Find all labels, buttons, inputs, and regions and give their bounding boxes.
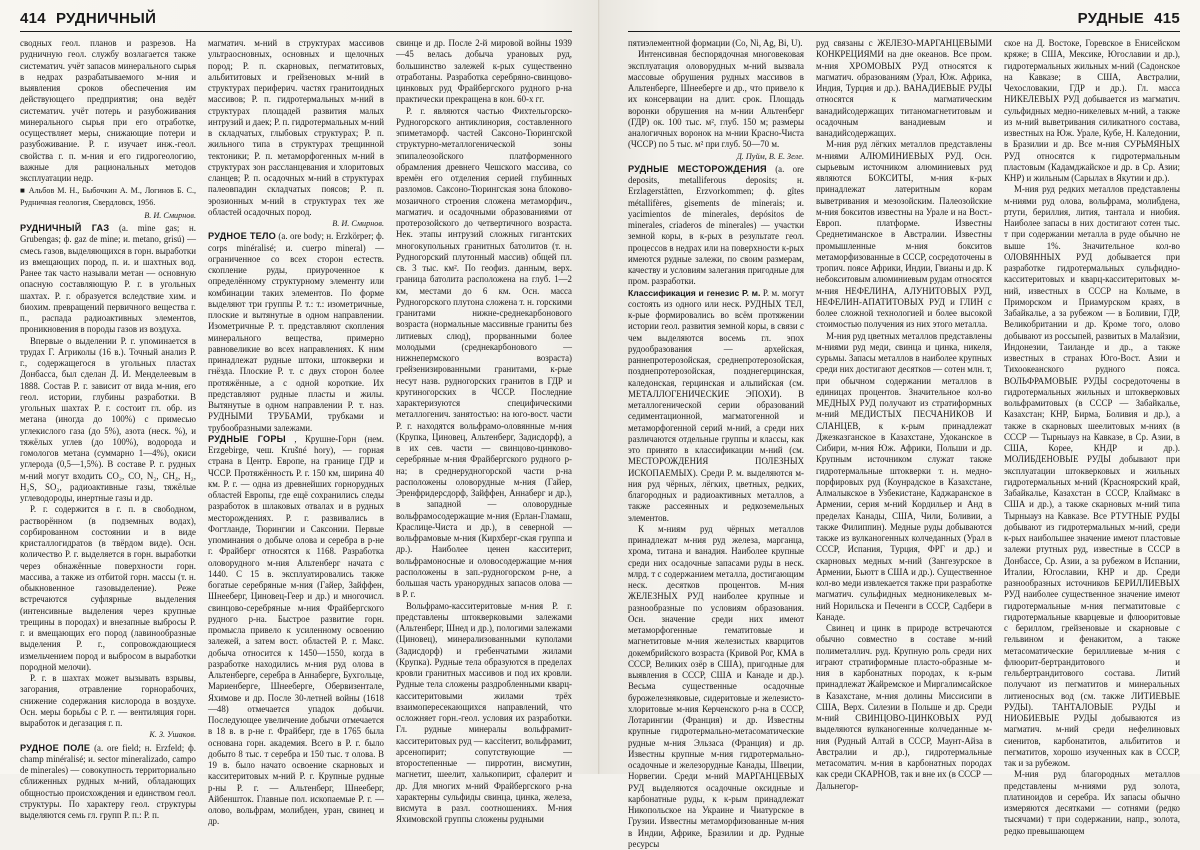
body-paragraph xyxy=(396,106,572,601)
right-columns xyxy=(628,38,1180,768)
entry-paragraph xyxy=(20,223,196,336)
body-paragraph xyxy=(816,623,992,792)
paragraph-text: (a. ore body; н. Erzkörper; ф. corps minéralisé; и. cuerpo mineral) — ограниченное со всех сторон естеств. скопление руды, приуроченное к определённому структурному элементу или комбинации таких элементов. По форме выделяют три группы Р. т.: т.: изометричные, плоские и вытянутые в одном направлении. Изометричные Р. т. представляют скопления минерального вещества, примерно равновеликие во всех направлениях. К ним принадлежат рудные штоки, штокверки и гнёзда. Плоские Р. т. с двух сторон более протяжённые, а с одной короткие. Их представляют рудные пласты и жилы. Вытянутые в одном направлении Р. т. наз. РУДНЫМИ ТРУБАМИ, трубками и трубообразными залежами. xyxy=(208,231,384,432)
entry-headword: РУДНОЕ ПОЛЕ xyxy=(20,743,90,753)
running-head-title: РУДНИЧНЫЙ xyxy=(56,10,156,27)
paragraph-text: магматич. м-ний в структурах массивов ультраосновных, основных и щелочных пород; Р. п. скарновых, пегматитовых, альбититовых и грейзеновых м-ний в структурах периферич. частях гранитоидных массивов; Р. п. гидротермальных м-ний в структурах площадей развития малых интрузий и даек; Р. п. гидротермальных м-ний в складчатых, глыбовых структурах; Р. п. жильного типа в структурах трещинной тектоники; Р. п. метаморфогенных м-ний в структурах зон рассланцевания и хлоритовых сланцев; Р. п. осадочных м-ний в структурах палеовпадин складчатых поясов; Р. п. эрозионных м-ний в структурах тех же областей осадочных пород. xyxy=(208,38,384,217)
paragraph-text: (a. ore deposits, metalliferous deposits; н. Erzlagerstätten, Erzvorkommen; ф. gîtes métallifères, gisements de minerais; и. yacimientos de minerales, depósitos de minerales, criaderos de minerales) — участки земной коры, в к-рых в результате геол. процессов в недрах или на поверхности к-рых имеются рудные залежи, по своим размерам, качеству и условиям залегания пригодные для пром. разработки. xyxy=(628,164,804,287)
body-paragraph xyxy=(628,49,804,150)
running-head-title: РУДНЫЕ xyxy=(1078,10,1144,27)
paragraph-text: Интенсивная беспорядочная многовековая эксплуатация оловорудных м-ний вызвала массовые обрушения рудных массивов в Альтенберге, Шнееберге и др., что привело к их консервации на длит. срок. Площадь воронки обрушения на м-нии Альтенберг (ГДР) ок. 100 тыс. м², глуб. 150 м; размеры аналогичных воронок на м-нии Красно-Чиста (ЧССР) по 5 тыс. м² при глуб. 50—70 м. xyxy=(628,49,804,149)
body-paragraph xyxy=(1004,38,1180,184)
paragraph-text: М-ния руд лёгких металлов представлены м-ниями АЛЮМИНИЕВЫХ РУД. Осн. сырьевым источником алюминиевых руд являются БОКСИТЫ, м-ния к-рых принадлежат латеритным корам выветривания и мезозойским. Палеозойские м-ния бокситов известны на Урале и на Вост.-Европ. платформе. Известны Среднетиманское в Австралии. Известны промышленные м-ния бокситов метаморфизованные в СССР, сосредоточены в тропич. поясе Африки, Индии, Гвианы и др. К небокситовым алюминиевым рудам относятся м-ния НЕФЕЛИНА, АЛУНИТОВЫХ РУД, НЕФЕЛИН-АПАТИТОВЫХ РУД и ГЛИН с более сложной технологией и более высокой стоимостью получения из них этого металла. xyxy=(816,139,992,329)
right-page xyxy=(600,0,1200,774)
body-paragraph xyxy=(208,38,384,218)
paragraph-text: М-ния руд цветных металлов представлены м-ниями руд меди, свинца и цинка, никеля, сурьмы. Запасы металлов в наиболее крупных среди них достигают десятков — сотен млн. т, при обычном содержании металлов в единицах процентов. Значительное кол-во МЕДНЫХ РУД получают из стратиформных м-ний МЕДИСТЫХ ПЕСЧАНИКОВ И СЛАНЦЕВ, к к-рым принадлежат Джезказганское в Казахстане, Удоканское в Сибири, м-ния Юж. Африки, Польши и др. Крупным источником служат также гидротермальные штокверки т. н. медно-порфировых руд (Коунрадское в Казахстане, Алмалыкское в Узбекистане, Каджаранское в Армении, серия м-ний Кордильер и Анд в пределах Канады, США, Чили, Боливии, а также Филиппин). Медные руды добываются также из вулканогенных колчеданных (Урал в СССР, Испания, Турция, ФРГ и др.) и скарновых медных м-ний (Зангезурское в Армении, Бьютт в США и др.). Существенное кол-во меди извлекается также при разработке магматич. сульфидных медноникелевых м-ний Норильска и Печенги в СССР, Садбери в Канаде. xyxy=(816,331,992,622)
paragraph-text: (a. mine gas; н. Grubengas; ф. gaz de mine; и. metano, grisú) — смесь газов, выделяющихся в горн. выработки из вмещающих пород, п. и. и шахтных вод. Ранее так часто называли метан — основную опасную составляющую Р. г. в угольных шахтах. Р. г. образуется вследствие хим. и биохим. превращений первичного вещества г. п., распада радиоактивных элементов, проникновения в породы газов из воздуха. xyxy=(20,223,196,334)
paragraph-text: М-ния руд редких металлов представлены м-ниями руд олова, вольфрама, молибдена, ртути, бериллия, лития, тантала и ниобия. Наиболее запасы в них достигают сотен тыс. т при содержании металла в руде обычно не выше 1%. Значительное кол-во ОЛОВЯННЫХ РУД добывается при разработке гидротермальных сульфидно-касситеритовых и кварц-касситеритовых м-ний, известных в СССР на Колыме, в Приморском и Приамурском краях, в Забайкалье, а за рубежом — в Боливии, ГДР, Великобритании и др. Кроме того, олово добывают из россыпей, развитых в Малайзии, Индонезии, Таиланде и др., а также известных в странах Юго-Вост. Азии и Тихоокеанского рудного пояса. ВОЛЬФРАМОВЫЕ РУДЫ сосредоточены в гидротермальных жильных и штокверковых вольфрамитовых (в СССР — Забайкалье, Казахстан; КНР, Бирма, Боливия и др.), а также в скарновых шеелитовых м-ниях (в СССР — Тырныауз на Кавказе, в Ср. Азии, в США, Корее, КНДР и др.). МОЛИБДЕНОВЫЕ РУДЫ добывают при эксплуатации штокверковых и жильных гидротермальных м-ний (Красноярский край, Забайкалье, Казахстан в СССР, Клаймакс в США и др.), а также скарновых м-ний типа Тырныауз на Кавказе. Все РТУТНЫЕ РУДЫ добывают из гидротермальных м-ний, среди к-рых наибольшее значение имеют пластовые залежи ртутных руд, известные в СССР в Донбассе, Ср. Азии, а за рубежом в Испании, Италии, Югославии, КНР и др. Среди разнообразных источников БЕРИЛЛИЕВЫХ РУД наиболее существенное значение имеют гидротермальные м-ния пегматитовые с гидротермальные кварцевые и флюоритовые с бериллом, грейзеновые и скарновые с гельвином и фенакитом, а также метасоматические бериллиевые м-ния с флюорит-бертрандитового и гельбертрандитового состава. Литий получают из пегматитов и минеральных литиеносных вод (см. также ЛИТИЕВЫЕ РУДЫ). ТАНТАЛОВЫЕ РУДЫ и НИОБИЕВЫЕ РУДЫ добываются из магматич. м-ний среди нефелиновых сиенитов, карбонатитов, альбититов и пегматитов, хорошо изученных как в СССР, так и за рубежом. xyxy=(1004,184,1180,768)
body-paragraph xyxy=(20,336,196,505)
body-paragraph xyxy=(628,38,804,49)
body-paragraph xyxy=(396,38,572,106)
paragraph-text: руд связаны с ЖЕЛЕЗО-МАРГАНЦЕВЫМИ КОНКРЕЦИЯМИ на дне океанов. Все пром. м-ния ХРОМОВЫХ РУД относятся к магматич. образованиям (Урал, Юж. Африка, Индия, Турция и др.). ВАНАДИЕВЫЕ РУДЫ относятся к магматическим ванадийсодержащих титаномагнетитовым и осадочным ванадиевым и ванадийсодержащих. xyxy=(816,38,992,138)
entry-paragraph xyxy=(208,434,384,828)
text-column xyxy=(208,38,384,768)
author-signature: Д. Пуйм, В. Е. Зеле. xyxy=(628,151,804,162)
author-signature: В. И. Смирнов. xyxy=(20,210,196,221)
body-paragraph xyxy=(1004,184,1180,769)
page-number: 414 xyxy=(20,10,46,27)
body-paragraph xyxy=(816,139,992,330)
body-paragraph xyxy=(20,504,196,673)
entry-paragraph xyxy=(628,164,804,288)
body-paragraph xyxy=(816,38,992,139)
body-paragraph xyxy=(20,38,196,184)
body-paragraph xyxy=(628,288,804,524)
body-paragraph xyxy=(628,524,804,850)
entry-headword: РУДНИЧНЫЙ ГАЗ xyxy=(20,223,109,233)
text-column xyxy=(1004,38,1180,768)
entry-paragraph xyxy=(208,231,384,434)
paragraph-text: ское на Д. Востоке, Горевское в Енисейском кряже; в США, Мексике, Югославии и др.), гидротермальных жильных м-ний (Садонское на Кавказе; в США, Австралии, Чехословакии, ГДР и др.). Гл. масса НИКЕЛЕВЫХ РУД добывается из магматич. сульфидных медно-никелевых м-ний, а также из м-ний выветривания силикатного состава, известных на Юж. Урале, Кубе, Н. Каледонии, в Бразилии и др. Все м-ния СУРЬМЯНЫХ РУД относятся к гидротермальным пластовым (Кадамджайское и др. в Ср. Азии; КНР) и жильным (Сарылах в Якутии и др.). xyxy=(1004,38,1180,183)
right-running-head xyxy=(628,10,1180,32)
author-signature: В. И. Смирнов. xyxy=(208,218,384,229)
paragraph-text: Свинец и цинк в природе встречаются обычно совместно в составе м-ний полиметаллич. руд. Крупную роль среди них играют стратиформные пласто-образные м-ния в карбонатных породах, к к-рым принадлежат Жайремское и Миргалимсайское в Казахстане, м-ния долины Миссисипи в США, Верх. Силезии в Польше и др. Среди м-ний СВИНЦОВО-ЦИНКОВЫХ РУД выделяются вулканогенные колчеданные м-ния (Рудный Алтай в СССР, Маунт-Айза в Австралии и др.), гидротермальные метасоматич. м-ния в карбонатных породах как среди СКАРНОВ, так и вне их (в СССР — Дальнегор- xyxy=(816,623,992,791)
paragraph-text: пятиэлементной формации (Co, Ni, Ag, Bi, U). xyxy=(628,38,803,48)
paragraph-text: К м-ниям руд чёрных металлов принадлежат м-ния руд железа, марганца, хрома, титана и ванадия. Наиболее крупные среди них осадочные запасами руды в неск. млрд. т с содержанием металла, достигающим неск. десятков процентов. М-ния ЖЕЛЕЗНЫХ РУД наиболее крупные и разнообразные по условиям образования. Осн. значение среди них имеют метаморфогенные гематитовые и магнетитовые м-ния железистых кварцитов докембрийского возраста (Кривой Рог, КМА в СССР, Великих озёр в США), пригодные для выявления в СССР, США и Канаде и др.). Весьма существенные осадочные бурожелезняковые, сидеритовые и железисто-хлоритовые м-ния Керченского р-на в СССР, Лотарингии (Франция) и др. Известны крупные гидротермально-метасоматические рудные м-ния Эльзаса (Франция) и др. Известны крупные м-ния гидротермально-осадочные и железорудные Канады, Швеции, Норвегии. Среди м-ний МАРГАНЦЕВЫХ РУД выделяются осадочные оксидные и карбонатные руды, к к-рым принадлежат Никопольское на Украине и Чиатурское в Грузии. Известны метаморфизованные м-ния в Индии, Африке, Бразилии и др. Рудные ресурсы xyxy=(628,524,804,849)
paragraph-text: Вольфрамо-касситеритовые м-ния Р. г. представлены штокверковыми залежами (Альтенберг, Шнед и др.), пологими залежами (Циновец), минерализованными куполами (Задисдорф) и гребенчатыми жилами (Крупка). Рудные тела образуются в пределах кровли гранитных массивов и под их кровли. Рудные тела сложены раздробленными кварц-касситеритовыми жилами трёх взаимопересекающихся направлений, что осложняет горн.-геол. условия их разработки. Гл. рудные минералы вольфрамит-касситеритовых руд — кассiterит, вольфрамит, арсенопирит; сопутствующие — второстепенные — пирротин, висмутин, магнетит, шеелит, халькопирит, сфалерит и др. Для многих м-ний Фрайбергского р-на характерны сульфиды свинца, цинка, железа, висмута в разл. соотношениях. М-ния Яхимовской группы сложены рудными xyxy=(396,601,572,825)
body-paragraph xyxy=(20,673,196,729)
entry-headword: РУДНЫЕ ГОРЫ xyxy=(208,434,286,444)
paragraph-text: Р. г. содержится в г. п. в свободном, растворённом (в подземных водах), сорбированном состоянии и в виде кристаллогидратов (в твёрдом виде). Осн. количество Р. г. выделяется в горн. выработки через обнажённые поверхности горн. массива, а также из отбитой горн. массы (т. н. обыкновенное газовыделение). Реже встречаются суфлярные выделения (интенсивные выделения через крупные трещины в породах) и внезапные выбросы Р. г. и вмещающих его пород (лавинообразные выделения Р. г., сопровождающиеся измельчением пород и выбросом в выработки породной мелочи). xyxy=(20,504,196,672)
paragraph-text: (a. ore field; н. Erzfeld; ф. champ minéralisé; и. sector mineralizado, campo de minerales) — совокупность территориально сближенных рудных м-ний, обладающих общностью происхождения и единством геол. структуры. По характеру геол. структуры выделяются семь гл. групп Р. п.: Р. п. xyxy=(20,743,196,821)
author-signature: К. З. Ушаков. xyxy=(20,729,196,740)
body-paragraph xyxy=(1004,769,1180,837)
left-running-head xyxy=(20,10,572,32)
text-column xyxy=(816,38,992,768)
entry-headword: РУДНЫЕ МЕСТОРОЖДЕНИЯ xyxy=(628,164,767,174)
section-heading: Классификация и генезис Р. м. xyxy=(628,288,760,298)
paragraph-text: Р. м. могут состоять из одного или неск. РУДНЫХ ТЕЛ, к-рые формировались во всём протяжении истории геол. развития земной коры, в связи с чем выделяются восемь гл. эпох рудообразования — архейская, раннепротерозойская, среднепротерозойская, позднепротерозойская, позднегерцинская, каледонская, герцинская и альпийская (см. МЕТАЛЛОГЕНИЧЕСКИЕ ЭПОХИ). В металлогенической серии образований седиментационной, магматогенной и метаморфогенной серий м-ний, а среди них различаются отдельные группы и классы, как это принято в классификации м-ний (см. МЕСТОРОЖДЕНИЯ ПОЛЕЗНЫХ ИСКОПАЕМЫХ). Среди Р. м. выделяются м-ния руд чёрных, лёгких, цветных, редких, благородных и радиоактивных металлов, а также рассеянных и редкоземельных элементов. xyxy=(628,288,804,523)
paragraph-text: свинце и др. После 2-й мировой войны 1939—45 велась добыча урановых руд, большинство залежей к-рых существенно отработаны. Разработка серебряно-свинцово-цинковых руд Фрайбергского рудного р-на практически прекращена в кон. 60-х гг. xyxy=(396,38,572,104)
paragraph-text: сводных геол. планов и разрезов. На рудничную геол. службу возлагается также систематич. учёт запасов минерального сырья в недрах разрабатываемого м-ния и выявления сроков обеспечения им действующего предприятия; она ведёт систематич. учёт потерь и разубоживания минерального сырья при его отработке, осуществляет меры, снижающие потери и разубоживание. Р. г. изучает инж.-геол. свойства г. п. м-ния и его гидрогеологию, важные для рациональных методов эксплуатации недр. xyxy=(20,38,196,183)
paragraph-text: Впервые о выделении Р. г. упоминается в трудах Г. Агриколы (16 в.). Точный анализ Р. г., содержащегося в угольных пластах Донбасса, был сделан Д. И. Менделеевым в 1888. Состав Р. г. зависит от вида м-ния, его геол. истории, глубины разработки. В угольных шахтах Р. г. состоит гл. обр. из метана (иногда до 100%) с примесью углекислого газа (до 5%), азота (неск. %), и тяжёлых углев (до 100%), водорода и гомологов метана (суммарно 1—4%), окиси углерода (0,5—1,5%). В составе Р. г. рудных м-ний могут входить CO₂, CO, N₂, CH₄, H₂, H₂S, SO₂, радиоактивные газы, тяжёлые углеводороды, инертные газы и др. xyxy=(20,336,196,504)
text-column xyxy=(396,38,572,768)
text-column xyxy=(20,38,196,768)
paragraph-text: Р. г. являются частью Фихтельгорско-Рудногорского антиклинория, составленного эпиметаморф. частей Саксоно-Тюрингской структурно-металлогенической зоны эпипалеозойского платформенного обрамления древнего Чешского массива, со времён его отделения серией глубинных разломов. Саксоно-Тюрингская зона блоково-мозаичного строения сложена метаморфич., магматич. и осадочными образованиями от протерозойского до четвертичного возраста. Нек. этапы интрузий сложных гигантских многокупольных гранитных батолитов (т. н. Рудногорский плутонный массив) общей пл. св. 3 тыс. км². По геофиз. данным, верх. граница батолита расположена на глуб. 1—2 км, местами до 6 км. Осн. масса Рудногорского плутона сложена т. н. горскими гранитами нижне-среднекарбонового возраста (нормальные массивные граниты без литиевых слюд), прорванными более молодыми (среднекарбонового — нижнепермского возраста) грейзенизированными гранитами, к-рые несут назв. рудногорских гранитов в ГДР и кругиногорских в ЧССР. Последние характеризуются специфическими металлогенич. занятостью: на юго-вост. части Р. г. находятся вольфрамо-оловянные м-ния (Крупка, Циновец, Альтенберг, Задисдорф), а в их сев. части — свинцово-цинково-серебряные м-ния Фрайбергского рудного р-на; в среднерудногорской части р-на расположены оловорудные м-ния (Гайер, Эренфридерсдорф, Зайффен, Аннаберг и др.), в западной — оловорудные вольфрамосодержащие м-ния (Ерлан-Гламаш, Краслице-Чиста и др.), в северной — вольфрамовые м-ния (Кирхберг-ская группа и др.). Наиболее ценен касситерит, вольфрамоносные и оловосодержащие м-ния расположены в зап.-рудногорском р-не, а большая часть уранорудных запасов олова — в Р. г. xyxy=(396,106,572,600)
entry-headword: РУДНОЕ ТЕЛО xyxy=(208,231,276,241)
left-page xyxy=(0,0,600,774)
literature-reference: ■ Альбов М. Н., Быбочкин А. М., Логинов Б. С., Рудничная геология, Свердловск, 1956. xyxy=(20,185,196,208)
paragraph-text: Р. г. в шахтах может вызывать взрывы, загорания, отравление горнорабочих, снижение содержания кислорода в воздухе. Осн. меры борьбы с Р. г. — вентиляция горн. выработок и дегазация г. п. xyxy=(20,673,196,728)
body-paragraph xyxy=(816,331,992,624)
paragraph-text: М-ния руд благородных металлов представлены м-ниями руд золота, платиноидов и серебра. Их запасы обычно измеряются десятками — сотнями (редко тысячами) т при содержании, напр., золота, редко превышающем xyxy=(1004,769,1180,835)
left-columns xyxy=(20,38,572,768)
text-column xyxy=(628,38,804,768)
paragraph-text: , Крушне-Горн (нем. Erzgebirge, чеш. Krušné hory), — горная страна в Центр. Европе, на границе ГДР и ЧССР. Протяжённость Р. г. 150 км, ширина 40 км. Р. г. — одна из древнейших горнорудных областей Европы, где ещё сохранились следы разработок в шлаковых отвалах и в рудных месторождениях. Р. г. развивались в Фогтланде, Тюрингии и Саксонии. Первые упоминания о добыче олова и серебра в р-не г. Фрайберг относятся к 1168. Разработка оловорудного м-ния Альтенберг начата с 1440. С 15 в. эксплуатировались также богатые серебряные м-ния (Гайер, Зайффен, Шнееберг, Циновец-Геер и др.) и многочисл. свинцово-серебряные м-ния Фрайбергского рудного р-на. Быстрое развитие горн. промысла привело к усиленному освоению залежей, а затем вост. областей Р. г. Макс. добыча относится к 1450—1550, когда в разработке находились м-ния руд олова в Альтенберге, серебра в Аннаберге, Бухгольце, Мариенберге, Шнееберге, Обервизентале, Яхимове и др. После 30-летней войны (1618—48) отмечается упадок добычи. Последующее увеличение добычи отмечается в 18 в. в р-не г. Фрайберг, где в 1765 была основана горн. академия. Всего в Р. г. было добыто 8 тыс. т серебра и 150 тыс. т олова. В 19 в. было начато освоение скарновых и касситеритовых м-ний Р. г. Крупные рудные р-ны Р. г. — Альтенберг, Шнееберг, Айбеншток. Главные пол. ископаемые Р. г. — олово, вольфрам, молибден, уран, свинец и др. xyxy=(208,434,384,827)
page-number: 415 xyxy=(1154,10,1180,27)
book-spread xyxy=(0,0,1200,774)
entry-paragraph xyxy=(20,743,196,822)
body-paragraph xyxy=(396,601,572,826)
